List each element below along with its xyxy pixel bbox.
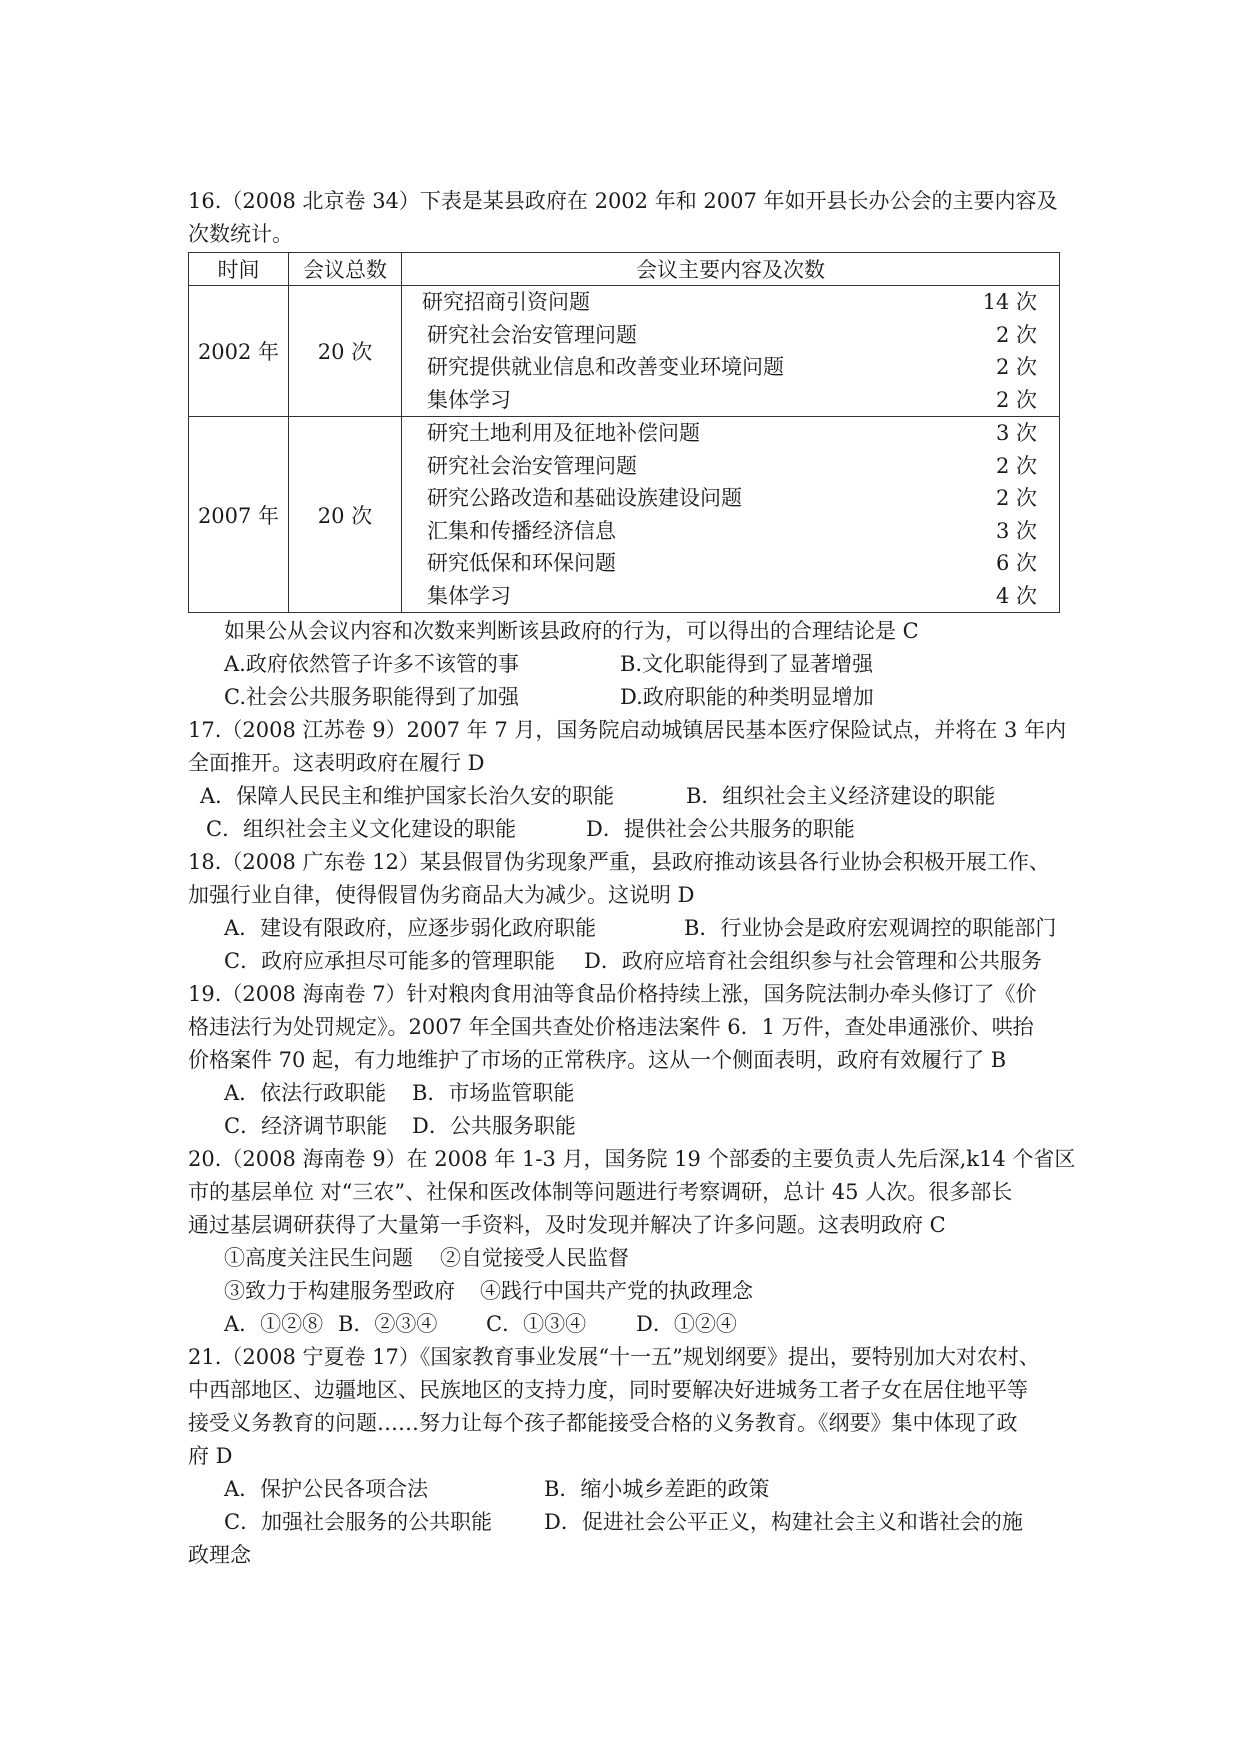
statement-4: ④践行中国共产党的执政理念 — [480, 1279, 753, 1303]
item-text: 研究低保和环保问题 — [427, 551, 616, 575]
item-text: 汇集和传播经济信息 — [427, 518, 616, 543]
option-b: B．缩小城乡差距的政策 — [544, 1477, 770, 1501]
year-cell: 2002 年 — [189, 286, 289, 417]
item-count: 4 次 — [995, 583, 1037, 608]
option-c: C.社会公共服务职能得到了加强 — [224, 685, 519, 709]
total-cell: 20 次 — [289, 286, 402, 417]
option-c: C．组织社会主义文化建设的职能 — [206, 817, 517, 841]
question-stem: 市的基层单位 对“三农”、社保和医改体制等问题进行考察调研，总计 45 人次。很多部长 — [188, 1180, 1013, 1204]
option-c: C．加强社会服务的公共职能 — [224, 1510, 493, 1534]
statement-3: ③致力于构建服务型政府 — [224, 1279, 455, 1303]
option-d: D．政府应培育社会组织参与社会管理和公共服务 — [584, 949, 1042, 973]
item-text: 研究社会治安管理问题 — [427, 453, 637, 478]
table-header-row — [189, 253, 1060, 286]
items-cell — [402, 286, 1060, 417]
question-stem: 通过基层调研获得了大量第一手资料，及时发现并解决了许多问题。这表明政府 C — [188, 1213, 946, 1237]
question-16 — [188, 185, 1068, 714]
list-item — [402, 351, 1059, 384]
question-17 — [188, 714, 1068, 846]
option-b: B．行业协会是政府宏观调控的职能部门 — [684, 916, 1057, 940]
question-stem: 次数统计。 — [188, 222, 293, 246]
item-text: 集体学习 — [427, 387, 511, 412]
option-a: A．保护公民各项合法 — [224, 1477, 429, 1501]
option-c: C．政府应承担尽可能多的管理职能 — [224, 949, 556, 973]
question-stem: 全面推开。这表明政府在履行 D — [188, 751, 485, 775]
item-text: 集体学习 — [427, 583, 511, 608]
option-a: A.政府依然管子许多不该管的事 — [224, 652, 519, 676]
header-total: 会议总数 — [289, 253, 402, 286]
option-d: D．①②④ — [636, 1312, 737, 1336]
options-row — [188, 912, 1068, 945]
item-count: 2 次 — [995, 387, 1037, 412]
question-21 — [188, 1341, 1068, 1572]
list-item — [402, 286, 1059, 319]
option-b: B．②③④ — [338, 1312, 438, 1336]
question-stem: 格违法行为处罚规定》。2007 年全国共查处价格违法案件 6．1 万件，查处串通涨价、哄抬 — [188, 1015, 1034, 1039]
option-c: C．经济调节职能 — [224, 1114, 388, 1138]
list-item — [402, 319, 1059, 352]
table-row — [189, 417, 1060, 613]
question-stem: 加强行业自律，使得假冒伪劣商品大为减少。这说明 D — [188, 883, 695, 907]
item-text: 研究提供就业信息和改善变业环境问题 — [427, 355, 784, 379]
options-row — [188, 1506, 1068, 1539]
question-stem: 接受义务教育的问题……努力让每个孩子都能接受合格的义务教育。《纲要》集中体现了政 — [188, 1411, 1018, 1435]
options-row — [188, 1308, 1068, 1341]
question-20 — [188, 1143, 1076, 1341]
question-18 — [188, 846, 1068, 978]
question-stem: 中西部地区、边疆地区、民族地区的支持力度，同时要解决好进城务工者子女在居住地平等 — [188, 1378, 1028, 1402]
option-b: B．组织社会主义经济建设的职能 — [686, 784, 996, 808]
item-count: 2 次 — [995, 453, 1037, 478]
item-count: 2 次 — [995, 355, 1037, 379]
option-a: A．依法行政职能 — [224, 1081, 387, 1105]
item-text: 研究社会治安管理问题 — [427, 322, 637, 347]
item-count: 6 次 — [995, 551, 1037, 575]
options-row — [188, 681, 1068, 714]
options-row — [188, 1077, 1068, 1110]
question-stem: 府 D — [188, 1444, 233, 1468]
question-stem: 18.（2008 广东卷 12）某县假冒伪劣现象严重，县政府推动该县各行业协会积极开展工作、 — [188, 850, 1050, 874]
header-time: 时间 — [189, 253, 289, 286]
list-item — [402, 417, 1059, 450]
option-d: D．提供社会公共服务的职能 — [586, 817, 855, 841]
header-content: 会议主要内容及次数 — [402, 253, 1060, 286]
list-item — [402, 384, 1059, 417]
statement-1: ①高度关注民生问题 — [224, 1246, 413, 1270]
option-a: A．①②⑧ — [224, 1312, 324, 1336]
statement-2: ②自觉接受人民监督 — [440, 1246, 629, 1270]
option-d: D.政府职能的种类明显增加 — [620, 685, 874, 709]
options-row — [188, 780, 1068, 813]
question-stem: 16.（2008 北京卷 34）下表是某县政府在 2002 年和 2007 年如开县长办公会的主要内容及 — [188, 189, 1058, 213]
question-text: 如果公从会议内容和次数来判断该县政府的行为，可以得出的合理结论是 C — [224, 619, 919, 643]
item-count: 3 次 — [995, 421, 1037, 445]
options-row — [188, 813, 1068, 846]
question-stem: 17.（2008 江苏卷 9）2007 年 7 月，国务院启动城镇居民基本医疗保险试点，并将在 3 年内 — [188, 718, 1067, 742]
question-stem: 19.（2008 海南卷 7）针对粮肉食用油等食品价格持续上涨，国务院法制办牵头修订了《价 — [188, 982, 1037, 1006]
list-item — [402, 580, 1059, 613]
item-text: 研究招商引资问题 — [422, 290, 590, 314]
list-item — [402, 547, 1059, 580]
items-cell — [402, 417, 1060, 613]
question-19 — [188, 978, 1068, 1143]
item-count: 2 次 — [995, 486, 1037, 510]
options-row — [188, 1473, 1068, 1506]
option-d: D．促进社会公平正义，构建社会主义和谐社会的施 — [544, 1510, 1023, 1534]
item-count: 2 次 — [995, 322, 1037, 347]
list-item — [402, 515, 1059, 548]
options-row — [188, 648, 1068, 681]
table-row — [189, 286, 1060, 417]
year-cell: 2007 年 — [189, 417, 289, 613]
option-d: D．公共服务职能 — [412, 1114, 576, 1138]
item-text: 研究土地利用及征地补偿问题 — [427, 421, 700, 445]
meeting-table — [188, 252, 1060, 613]
option-b: B．市场监管职能 — [412, 1081, 575, 1105]
total-cell: 20 次 — [289, 417, 402, 613]
list-item — [402, 450, 1059, 483]
options-row — [188, 1110, 1068, 1143]
statements-row — [188, 1242, 1068, 1275]
statements-row — [188, 1275, 1068, 1308]
list-item — [402, 482, 1059, 515]
option-c: C．①③④ — [486, 1312, 587, 1336]
option-a: A．建设有限政府，应逐步弱化政府职能 — [224, 916, 597, 940]
item-count: 3 次 — [995, 518, 1037, 543]
options-row — [188, 945, 1068, 978]
option-a: A．保障人民民主和维护国家长治久安的职能 — [200, 784, 615, 808]
document-page — [188, 185, 1076, 1572]
option-d-continuation: 政理念 — [188, 1543, 251, 1567]
question-stem: 20.（2008 海南卷 9）在 2008 年 1-3 月，国务院 19 个部委的主要负责人先后深,k14 个省区 — [188, 1147, 1076, 1171]
item-text: 研究公路改造和基础设族建设问题 — [427, 486, 742, 510]
question-stem: 价格案件 70 起，有力地维护了市场的正常秩序。这从一个侧面表明，政府有效履行了 B — [188, 1048, 1007, 1072]
option-b: B.文化职能得到了显著增强 — [620, 652, 874, 676]
question-stem: 21.（2008 宁夏卷 17）《国家教育事业发展“十一五”规划纲要》提出，要特别加大对农村、 — [188, 1345, 1040, 1369]
item-count: 14 次 — [982, 290, 1037, 314]
